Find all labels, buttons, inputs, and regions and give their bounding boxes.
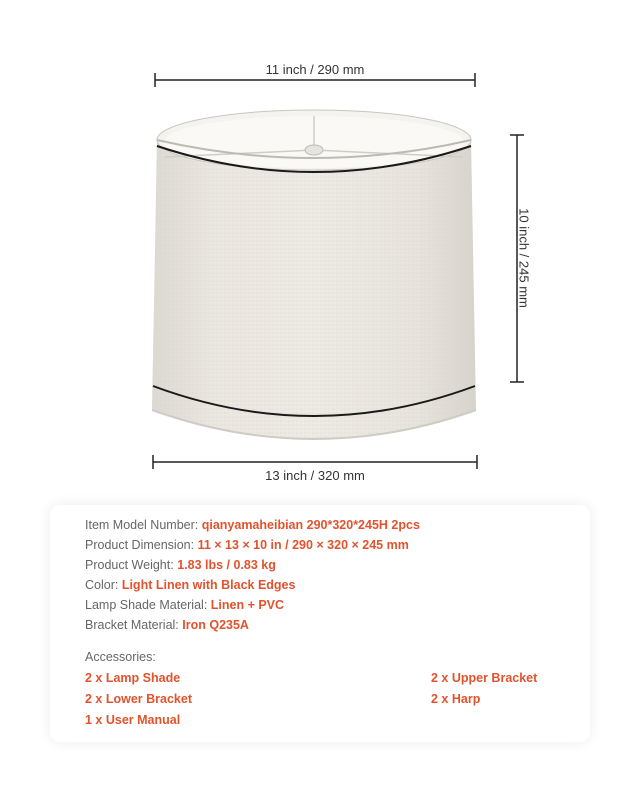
- spec-dimension: Product Dimension: 11 × 13 × 10 in / 290 × 320 × 245 mm: [85, 538, 409, 552]
- spec-weight: Product Weight: 1.83 lbs / 0.83 kg: [85, 558, 276, 572]
- accessories-heading: Accessories:: [85, 650, 156, 664]
- spec-color: Color: Light Linen with Black Edges: [85, 578, 296, 592]
- accessory-item: 2 x Upper Bracket: [431, 671, 538, 685]
- top-diameter-label: 11 inch / 290 mm: [265, 62, 365, 77]
- lamp-shade: [152, 110, 476, 439]
- accessory-item: 1 x User Manual: [85, 713, 181, 727]
- bottom-dimension-line: [153, 455, 477, 469]
- bottom-diameter-label: 13 inch / 320 mm: [265, 468, 365, 483]
- height-label: 10 inch / 245 mm: [516, 208, 532, 308]
- spec-bracket-material: Bracket Material: Iron Q235A: [85, 618, 249, 632]
- accessory-item: 2 x Lower Bracket: [85, 692, 192, 706]
- product-info-card: [50, 505, 590, 742]
- accessory-item: 2 x Harp: [431, 692, 481, 706]
- spec-model-number: Item Model Number: qianyamaheibian 290*320*245H 2pcs: [85, 518, 420, 532]
- spec-shade-material: Lamp Shade Material: Linen + PVC: [85, 598, 285, 612]
- accessory-item: 2 x Lamp Shade: [85, 671, 181, 685]
